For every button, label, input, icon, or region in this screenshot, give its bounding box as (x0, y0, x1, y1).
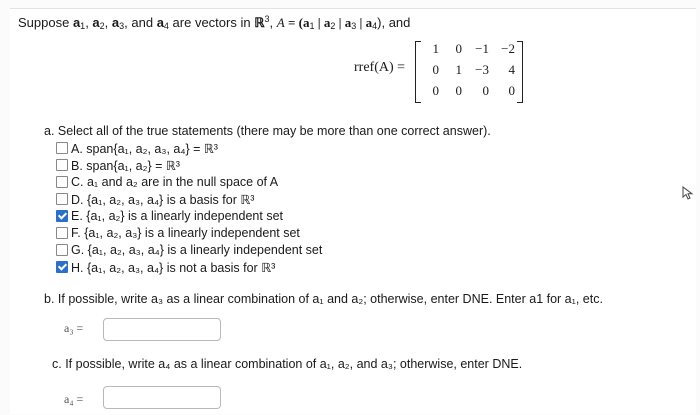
sep: , (269, 15, 277, 30)
part-c-prompt: c. If possible, write a₄ as a linear combination of a₁, a₂, and a₃; otherwise, enter DNE. (52, 357, 523, 371)
vector-a4: a (156, 15, 164, 30)
matrix-cell: 1 (432, 41, 439, 56)
option-h-label: H. {a₁, a₂, a₃, a₄} is not a basis for ℝ³ (71, 260, 276, 275)
option-a[interactable] (56, 140, 218, 156)
option-g[interactable] (56, 242, 322, 258)
matrix-cell: 0 (508, 83, 515, 98)
checkbox-f[interactable] (56, 227, 68, 239)
matrix-cell: 0 (432, 83, 439, 98)
option-b-label: B. span{a₁, a₂} = ℝ³ (71, 158, 180, 173)
a3-answer-value (104, 319, 220, 327)
option-b[interactable] (56, 157, 180, 173)
subscript: 1 (80, 21, 86, 31)
option-c-label: C. a₁ and a₂ are in the null space of A (71, 175, 279, 189)
option-c[interactable] (56, 174, 278, 190)
matrix-def: = (a (284, 15, 310, 30)
subscript: 2 (330, 21, 336, 31)
matrix-cell: 0 (455, 83, 462, 98)
subscript: 4 (372, 21, 378, 31)
superscript: 3 (264, 14, 270, 24)
matrix-def: | a (314, 15, 331, 30)
checkbox-c[interactable] (56, 176, 68, 188)
option-d[interactable] (56, 191, 254, 207)
sep: , and (124, 15, 157, 30)
matrix-A-symbol: A (276, 15, 285, 30)
real-space-symbol: ℝ (254, 15, 265, 30)
intro-text: ), and (377, 15, 411, 30)
checkbox-h[interactable] (56, 261, 68, 273)
intro-text: Suppose (18, 15, 73, 30)
checkbox-b[interactable] (56, 159, 68, 171)
matrix-def: | a (335, 15, 352, 30)
matrix-cell: 0 (455, 41, 462, 56)
rref-matrix (415, 41, 523, 103)
a4-label: a₄ = (64, 392, 84, 406)
part-a-prompt: a. Select all of the true statements (there may be more than one correct answer). (44, 124, 491, 138)
part-b-prompt: b. If possible, write a₃ as a linear combination of a₁ and a₂; otherwise, enter DNE. Enter a1 for a₁, etc. (44, 292, 603, 306)
matrix-cell: −3 (475, 62, 489, 77)
rref-label: rref(A) = (354, 60, 406, 75)
subscript: 2 (99, 21, 105, 31)
vector-a2: a (92, 15, 100, 30)
vector-a3: a (111, 15, 120, 30)
matrix-cell: 1 (455, 62, 462, 77)
matrix-cell: 0 (482, 83, 489, 98)
option-a-label: A. span{a₁, a₂, a₃, a₄} = ℝ³ (71, 141, 218, 156)
mouse-cursor-icon (682, 186, 694, 200)
option-e[interactable] (56, 208, 283, 224)
matrix-cell: 0 (432, 62, 439, 77)
option-d-label: D. {a₁, a₂, a₃, a₄} is a basis for ℝ³ (71, 192, 255, 207)
subscript: 4 (163, 21, 169, 31)
sep: , (104, 15, 112, 30)
sep: , (85, 15, 93, 30)
intro-text: are vectors in (168, 15, 255, 30)
subscript: 3 (119, 21, 125, 31)
a3-answer-input[interactable] (103, 318, 221, 341)
option-e-label: E. {a₁, a₂} is a linearly independent set (71, 209, 283, 223)
matrix-cell: −1 (475, 41, 489, 56)
checkbox-e[interactable] (56, 210, 68, 222)
checkbox-g[interactable] (56, 244, 68, 256)
subscript: 1 (309, 21, 315, 31)
option-f-label: F. {a₁, a₂, a₃} is a linearly independent set (71, 226, 300, 240)
subscript: 3 (351, 21, 357, 31)
vector-a1: a (72, 15, 81, 30)
checkbox-d[interactable] (56, 193, 68, 205)
matrix-cell: −2 (501, 41, 515, 56)
a4-answer-input[interactable] (103, 386, 221, 409)
right-bracket (517, 41, 523, 103)
matrix-cell: 4 (508, 62, 515, 77)
a3-label: a₃ = (64, 321, 84, 335)
checkbox-a[interactable] (56, 142, 68, 154)
option-g-label: G. {a₁, a₂, a₃, a₄} is a linearly independent set (71, 243, 323, 257)
option-h[interactable] (56, 259, 275, 275)
matrix-def: | a (356, 15, 373, 30)
option-f[interactable] (56, 225, 300, 241)
a4-answer-value (104, 387, 220, 395)
problem-intro (18, 14, 410, 31)
